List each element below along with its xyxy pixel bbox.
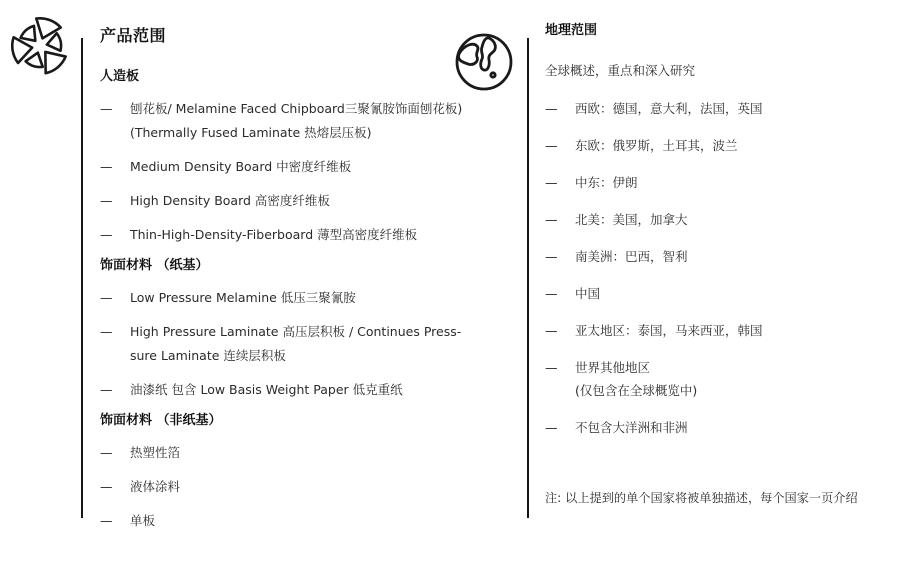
list-item-text: 液体涂料 (130, 479, 181, 494)
dash-bullet: — (545, 175, 558, 190)
region-item-text: 中东：伊朗 (575, 175, 638, 190)
dash-bullet: — (100, 479, 113, 494)
dash-bullet: — (100, 324, 113, 339)
region-item (545, 97, 897, 120)
region-item (545, 282, 897, 305)
region-item (545, 134, 897, 157)
region-item-text: 南美洲：巴西，智利 (575, 249, 688, 264)
list-item-text: 热塑性箔 (130, 445, 181, 460)
divider-right (527, 38, 529, 518)
product-scope-title: 产品范围 (100, 26, 167, 45)
dash-bullet: — (545, 101, 558, 116)
list-item (100, 223, 512, 247)
dash-bullet: — (100, 382, 113, 397)
dash-bullet: — (100, 445, 113, 460)
dash-bullet: — (545, 138, 558, 153)
section-heading-wood-panels: 人造板 (100, 69, 140, 84)
list-item (100, 189, 512, 213)
list-item-text: High Density Board 高密度纤维板 (130, 193, 330, 208)
section-heading-surface-nonpaper: 饰面材料 （非纸基） (100, 413, 222, 428)
region-item-text: 东欧：俄罗斯，土耳其，波兰 (575, 138, 738, 153)
list-item (100, 320, 512, 368)
geographic-scope-subtitle: 全球概述，重点和深入研究 (545, 63, 696, 78)
list-item-text: Medium Density Board 中密度纤维板 (130, 159, 352, 174)
dash-bullet: — (100, 227, 113, 242)
list-item (100, 475, 512, 499)
region-item-text: 北美：美国，加拿大 (575, 212, 688, 227)
dash-bullet: — (545, 323, 558, 338)
dash-bullet: — (545, 249, 558, 264)
section-heading-surface-paper: 饰面材料 （纸基） (100, 258, 209, 273)
list-item (100, 441, 512, 465)
region-item (545, 319, 897, 342)
region-item-text: 亚太地区：泰国，马来西亚，韩国 (575, 323, 763, 338)
list-item (100, 155, 512, 179)
region-item-text: 中国 (575, 286, 601, 301)
dash-bullet: — (545, 212, 558, 227)
region-item (545, 416, 897, 439)
list-item (100, 509, 512, 533)
region-item (545, 208, 897, 231)
dash-bullet: — (100, 159, 113, 174)
dash-bullet: — (100, 193, 113, 208)
list-item-text: Low Pressure Melamine 低压三聚氰胺 (130, 290, 356, 305)
region-item-text: 世界其他地区 (仅包含在全球概览中) (575, 360, 698, 398)
region-item-text: 不包含大洋洲和非洲 (575, 420, 688, 435)
footnote: 注: 以上提到的单个国家将被单独描述，每个国家一页介绍 (545, 491, 858, 505)
list-item (100, 378, 512, 402)
list-item (100, 97, 512, 145)
region-item-text: 西欧：德国，意大利，法国，英国 (575, 101, 763, 116)
dash-bullet: — (545, 420, 558, 435)
list-item-text: 单板 (130, 513, 156, 528)
dash-bullet: — (545, 360, 558, 375)
dash-bullet: — (100, 513, 113, 528)
dash-bullet: — (545, 286, 558, 301)
geographic-scope-title: 地理范围 (545, 23, 598, 38)
divider-left (81, 38, 83, 518)
list-item-text: Thin-High-Density-Fiberboard 薄型高密度纤维板 (130, 227, 418, 242)
region-item (545, 356, 897, 402)
list-item-text: 刨花板/ Melamine Faced Chipboard三聚氰胺饰面刨花板) (Thermally Fused Laminate 热熔层压板) (130, 101, 463, 140)
region-item (545, 171, 897, 194)
list-item (100, 286, 512, 310)
list-item-text: 油漆纸 包含 Low Basis Weight Paper 低克重纸 (130, 382, 403, 397)
geographic-scope-column (545, 22, 897, 453)
fan-icon (5, 8, 75, 86)
product-scope-column (100, 25, 512, 543)
list-item-text: High Pressure Laminate 高压层积板 / Continues Press- sure Laminate 连续层积板 (130, 324, 462, 363)
dash-bullet: — (100, 290, 113, 305)
region-item (545, 245, 897, 268)
dash-bullet: — (100, 101, 113, 116)
